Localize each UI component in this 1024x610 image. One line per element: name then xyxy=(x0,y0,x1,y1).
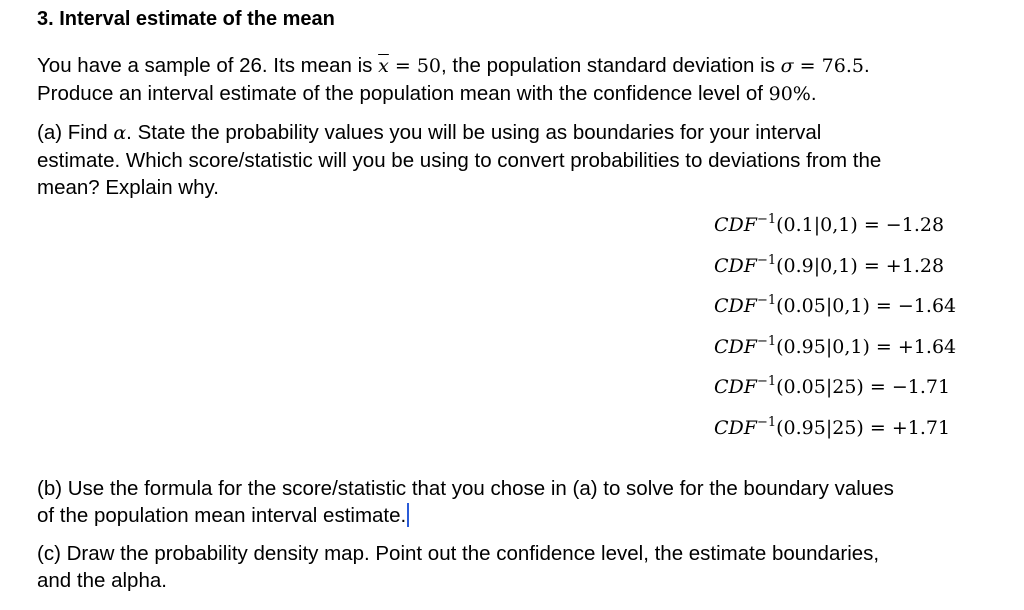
cdf-args: (0.1|0,1) xyxy=(776,214,858,236)
cdf-args: (0.95|0,1) xyxy=(776,335,870,358)
intro-text: . xyxy=(863,54,870,77)
confidence-level-value: 90% xyxy=(768,83,811,105)
part-a-line-3: mean? Explain why. xyxy=(37,176,219,199)
cdf-exponent: −1 xyxy=(756,293,777,308)
part-c-line-1: (c) Draw the probability density map. Point out the confidence level, the estimate boundaries, xyxy=(37,542,880,565)
intro-text: , the population standard deviation is xyxy=(441,54,781,77)
cdf-equation xyxy=(714,294,956,335)
cdf-exponent: −1 xyxy=(756,414,777,430)
part-a-line-1 xyxy=(37,119,881,147)
sigma-value: = 76.5 xyxy=(793,55,864,77)
cdf-equation xyxy=(714,416,956,457)
text-cursor xyxy=(407,503,409,527)
cdf-equation xyxy=(714,213,956,254)
intro-text: Produce an interval estimate of the population mean with the confidence level of xyxy=(37,82,769,105)
intro-paragraph xyxy=(37,52,870,108)
part-a-text: (a) Find xyxy=(37,121,114,144)
part-c-paragraph xyxy=(37,540,879,594)
intro-line-1 xyxy=(37,52,870,80)
cdf-result: = −1.28 xyxy=(857,214,945,236)
part-b-line-1: (b) Use the formula for the score/statistic that you chose in (a) to solve for the boundary values xyxy=(37,477,894,500)
intro-line-2 xyxy=(37,80,870,108)
sample-mean-formula xyxy=(378,55,441,77)
cdf-result: = +1.71 xyxy=(863,416,951,439)
part-b-paragraph xyxy=(37,475,894,529)
alpha-symbol: α xyxy=(113,122,127,144)
cdf-exponent: −1 xyxy=(756,252,777,268)
xbar-symbol: $\overline{x}$ xyxy=(378,55,389,77)
cdf-exponent: −1 xyxy=(756,374,777,389)
cdf-equation xyxy=(714,254,956,295)
part-c-line-2: and the alpha. xyxy=(37,569,167,592)
question-heading: 3. Interval estimate of the mean xyxy=(37,8,335,30)
cdf-function: CDF xyxy=(714,335,757,358)
cdf-result: = +1.64 xyxy=(869,335,957,358)
cdf-function: CDF xyxy=(714,254,757,277)
cdf-function: CDF xyxy=(714,376,757,398)
cdf-args: (0.9|0,1) xyxy=(776,254,858,277)
cdf-function: CDF xyxy=(714,295,757,317)
cdf-function: CDF xyxy=(714,416,757,439)
cdf-function: CDF xyxy=(714,214,757,236)
part-a-paragraph xyxy=(37,119,881,201)
part-b-text: of the population mean interval estimate. xyxy=(37,504,407,527)
part-a-line-2: estimate. Which score/statistic will you be using to convert probabilities to deviations from the xyxy=(37,149,882,172)
cdf-args: (0.05|0,1) xyxy=(776,295,870,317)
cdf-equation xyxy=(714,375,956,416)
cdf-equation xyxy=(714,335,956,376)
cdf-exponent: −1 xyxy=(756,212,777,227)
cdf-args: (0.05|25) xyxy=(776,376,864,398)
part-a-text: . State the probability values you will be using as boundaries for your interval xyxy=(126,121,822,144)
cdf-args: (0.95|25) xyxy=(776,416,864,439)
cdf-result: = −1.64 xyxy=(869,295,957,317)
cdf-exponent: −1 xyxy=(756,333,777,349)
sigma-formula xyxy=(781,55,864,77)
intro-text: . xyxy=(810,82,817,105)
sample-mean-value: = 50 xyxy=(388,55,442,77)
cdf-result: = −1.71 xyxy=(863,376,951,398)
intro-text: You have a sample of 26. Its mean is xyxy=(37,54,379,77)
part-b-line-2[interactable] xyxy=(37,502,894,529)
sigma-symbol: σ xyxy=(780,55,794,77)
cdf-equations xyxy=(714,213,956,456)
cdf-result: = +1.28 xyxy=(857,254,945,277)
